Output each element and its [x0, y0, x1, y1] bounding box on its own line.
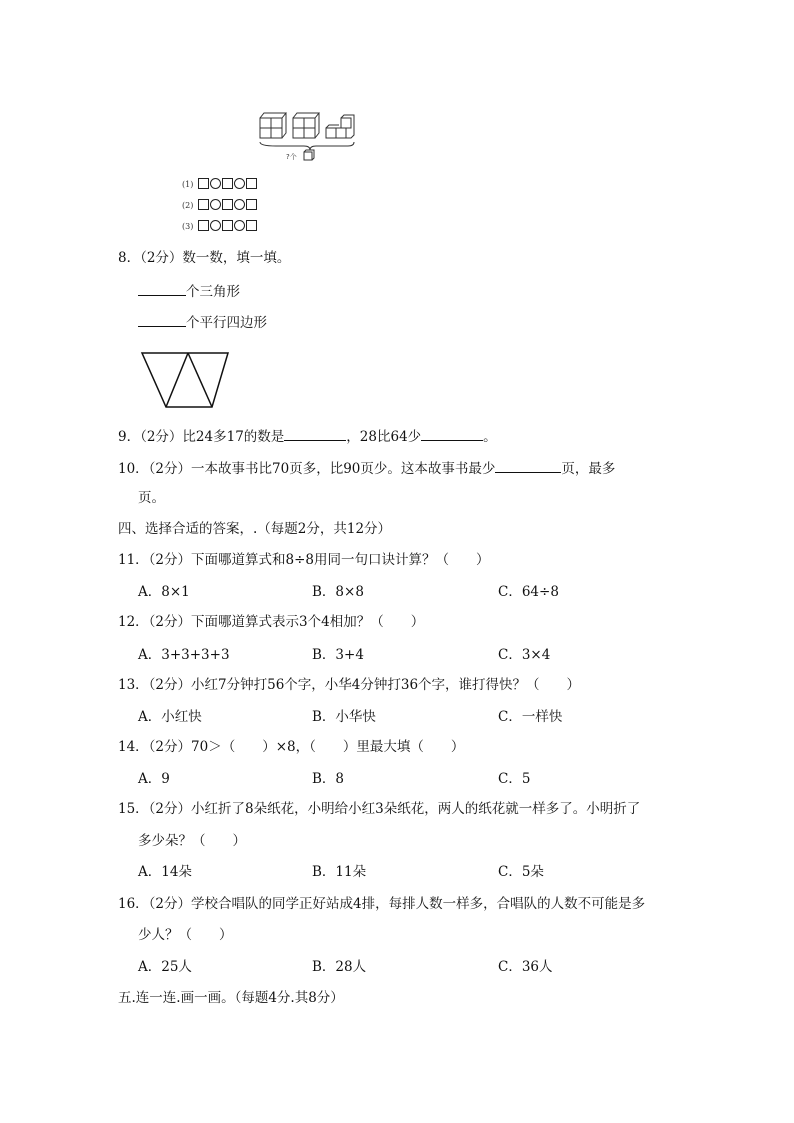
- q14-option-b[interactable]: B．8: [312, 771, 345, 787]
- q15-text-2: 多少朵？（ ）: [138, 833, 246, 849]
- box-blank[interactable]: [198, 220, 209, 231]
- q12-option-c[interactable]: C．3×4: [498, 647, 551, 663]
- q10-text-2: 页，最多: [561, 461, 616, 477]
- q9-text-1: 9．（2分）比24多17的数是: [118, 429, 285, 445]
- box-blank[interactable]: [222, 199, 233, 210]
- q13-option-c[interactable]: C．一样快: [498, 709, 563, 725]
- symbol-row-3: [182, 214, 258, 234]
- q15-option-a[interactable]: A．14朵: [138, 864, 192, 880]
- circle-blank[interactable]: [234, 178, 245, 189]
- q12-option-a[interactable]: A．3+3+3+3: [138, 647, 230, 663]
- box-blank[interactable]: [222, 220, 233, 231]
- circle-blank[interactable]: [210, 199, 221, 210]
- q16-option-c[interactable]: C．36人: [498, 959, 553, 975]
- cube-caption: ?个: [286, 153, 297, 161]
- box-blank[interactable]: [246, 220, 257, 231]
- q14-option-a[interactable]: A．9: [138, 771, 170, 787]
- box-blank[interactable]: [198, 178, 209, 189]
- box-blank[interactable]: [246, 178, 257, 189]
- answer-blank[interactable]: [138, 281, 186, 296]
- symbol-row-1: [182, 172, 258, 192]
- circle-blank[interactable]: [210, 220, 221, 231]
- q16-option-b[interactable]: B．28人: [312, 959, 367, 975]
- answer-blank[interactable]: [284, 426, 346, 441]
- q11-text: 11．（2分）下面哪道算式和8÷8用同一句口诀计算？（ ）: [118, 552, 490, 568]
- q8-line1: [138, 281, 240, 301]
- box-blank[interactable]: [198, 199, 209, 210]
- q8-line2-suffix: 个平行四边形: [186, 315, 267, 331]
- q10-line2: 页。: [138, 490, 165, 506]
- q12-text: 12．（2分）下面哪道算式表示3个4相加？（ ）: [118, 614, 425, 630]
- q9: [118, 426, 497, 446]
- q9-text-3: 。: [483, 429, 497, 445]
- q13-option-b[interactable]: B．小华快: [312, 709, 376, 725]
- q13-text: 13．（2分）小红7分钟打56个字，小华4分钟打36个字，谁打得快？（ ）: [118, 677, 581, 693]
- symbol-row-2: [182, 193, 258, 213]
- row-label: (1): [182, 180, 194, 189]
- answer-blank[interactable]: [495, 458, 561, 473]
- q11-option-b[interactable]: B．8×8: [312, 584, 364, 600]
- q14-text: 14．（2分）70＞（ ）×8，（ ）里最大填（ ）: [118, 739, 465, 755]
- q12-option-b[interactable]: B．3+4: [312, 647, 364, 663]
- q10: [118, 458, 615, 478]
- box-blank[interactable]: [222, 178, 233, 189]
- box-blank[interactable]: [246, 199, 257, 210]
- q14-option-c[interactable]: C．5: [498, 771, 531, 787]
- row-label: (3): [182, 222, 194, 231]
- q16-option-a[interactable]: A．25人: [138, 959, 192, 975]
- section4-title: 四、选择合适的答案，.（每题2分，共12分）: [118, 521, 392, 537]
- section5-title: 五.连一连.画一画。（每题4分.其8分）: [118, 990, 344, 1006]
- q15-text: 15．（2分）小红折了8朵纸花，小明给小红3朵纸花，两人的纸花就一样多了。小明折了: [118, 801, 641, 817]
- q11-option-c[interactable]: C．64÷8: [498, 584, 559, 600]
- q8-line1-suffix: 个三角形: [186, 284, 240, 300]
- q16-text-2: 少人？（ ）: [138, 927, 233, 943]
- q15-option-c[interactable]: C．5朵: [498, 864, 544, 880]
- row-label: (2): [182, 201, 194, 210]
- q16-text: 16．（2分）学校合唱队的同学正好站成4排，每排人数一样多，合唱队的人数不可能是多: [118, 896, 646, 912]
- answer-blank[interactable]: [421, 426, 483, 441]
- q11-option-a[interactable]: A．8×1: [138, 584, 190, 600]
- cube-figure: [256, 108, 366, 164]
- q9-text-2: ，28比64少: [346, 429, 422, 445]
- trapezoid-figure: [140, 351, 232, 409]
- circle-blank[interactable]: [234, 220, 245, 231]
- q8-line2: [138, 312, 267, 332]
- q10-text-1: 10．（2分）一本故事书比70页多，比90页少。这本故事书最少: [118, 461, 496, 477]
- circle-blank[interactable]: [234, 199, 245, 210]
- q8-title: 8．（2分）数一数，填一填。: [118, 250, 291, 266]
- answer-blank[interactable]: [138, 312, 186, 327]
- circle-blank[interactable]: [210, 178, 221, 189]
- q13-option-a[interactable]: A．小红快: [138, 709, 202, 725]
- q15-option-b[interactable]: B．11朵: [312, 864, 367, 880]
